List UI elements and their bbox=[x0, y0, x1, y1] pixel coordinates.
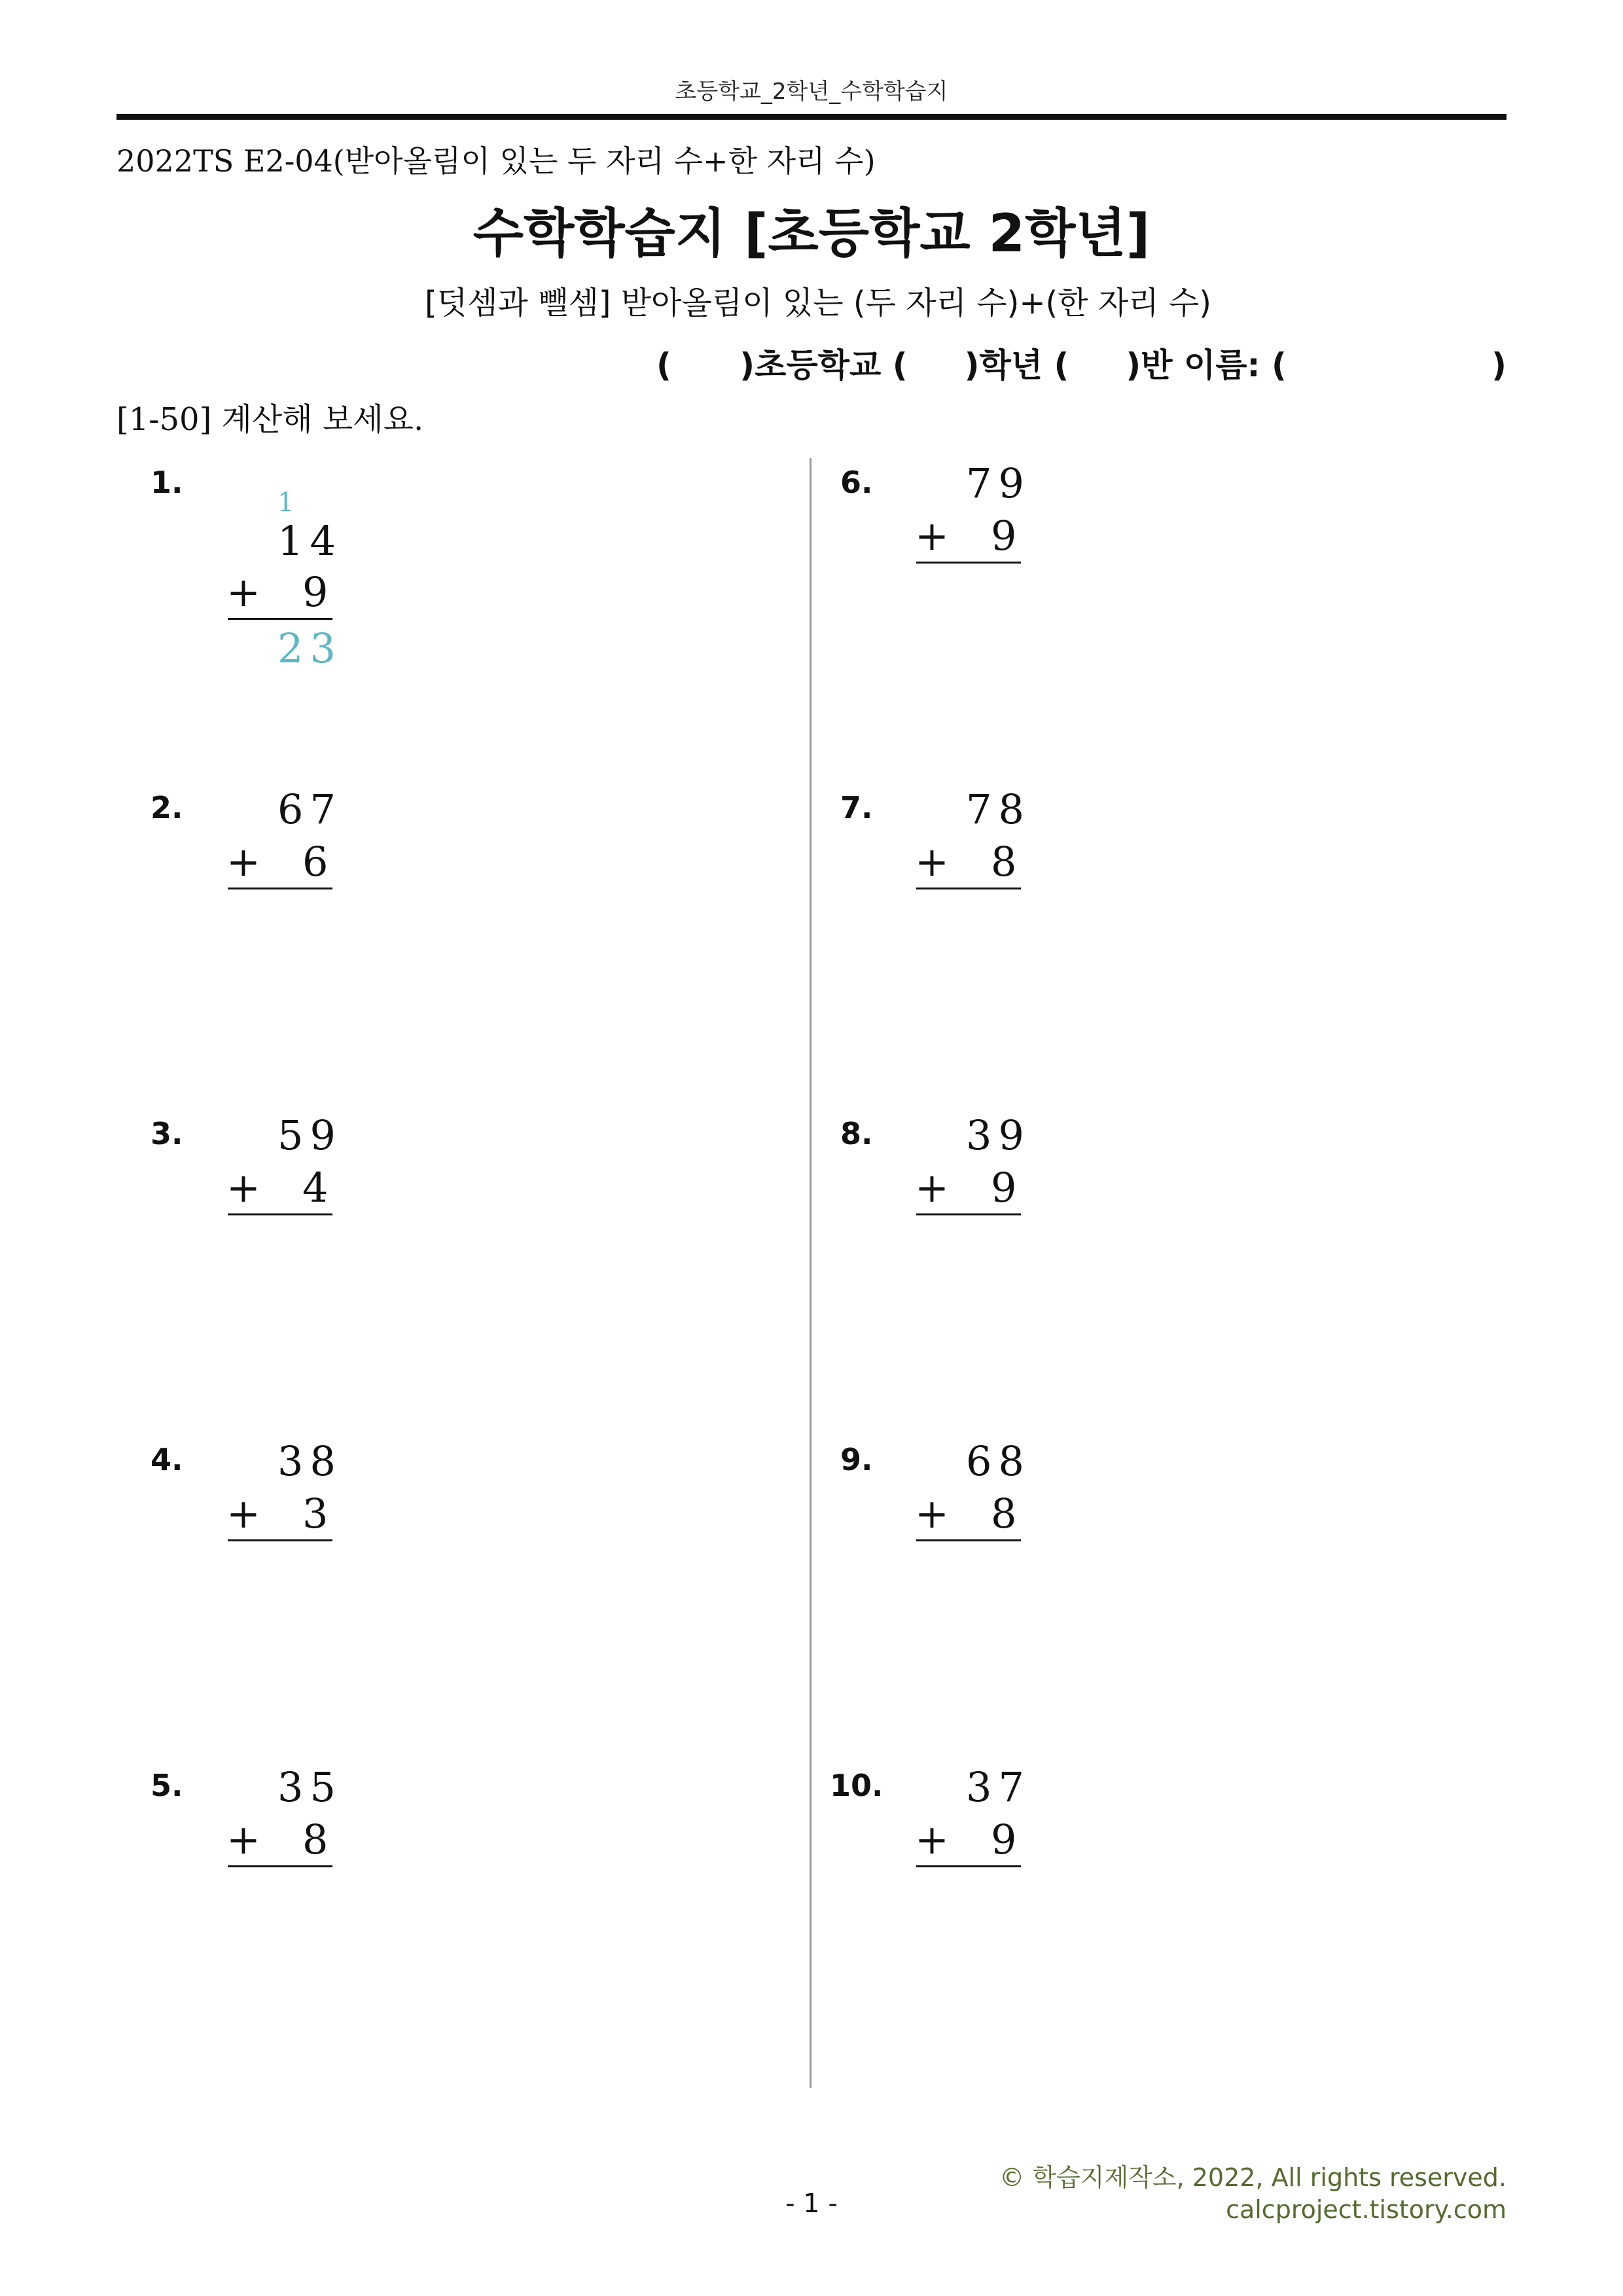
problem-bottom-number: 3 bbox=[302, 1490, 335, 1537]
plus-sign: + bbox=[915, 512, 949, 560]
sum-line bbox=[228, 1213, 332, 1215]
problem-top-number: 38 bbox=[277, 1437, 342, 1485]
column-divider bbox=[810, 458, 812, 2088]
problem-top-number: 37 bbox=[966, 1763, 1031, 1811]
plus-sign: + bbox=[226, 1816, 260, 1863]
plus-sign: + bbox=[226, 838, 260, 886]
sum-line bbox=[916, 1865, 1021, 1867]
plus-sign: + bbox=[915, 1816, 949, 1863]
page-subtitle: [덧셈과 뺄셈] 받아올림이 있는 (두 자리 수)+(한 자리 수) bbox=[424, 285, 1211, 321]
sum-line bbox=[916, 1213, 1021, 1215]
sum-line bbox=[228, 618, 332, 620]
instruction: [1-50] 계산해 보세요. bbox=[116, 401, 424, 438]
problem-number: 3. bbox=[151, 1116, 183, 1151]
problem-number: 2. bbox=[151, 790, 183, 825]
problem-number: 1. bbox=[151, 465, 183, 500]
problem-top-number: 68 bbox=[966, 1437, 1031, 1485]
plus-sign: + bbox=[915, 1164, 949, 1211]
problem-bottom-number: 4 bbox=[302, 1164, 335, 1211]
problem-bottom-number: 6 bbox=[302, 838, 335, 886]
plus-sign: + bbox=[226, 1490, 260, 1537]
problem-top-number: 67 bbox=[277, 785, 342, 833]
sum-line bbox=[916, 888, 1021, 889]
problem-number: 6. bbox=[840, 465, 873, 500]
problem-top-number: 59 bbox=[277, 1111, 342, 1159]
header-rule bbox=[116, 114, 1507, 120]
problem-number: 5. bbox=[151, 1768, 183, 1803]
answer: 23 bbox=[277, 624, 342, 672]
problem-number: 10. bbox=[830, 1768, 883, 1803]
carry-digit: 1 bbox=[277, 488, 294, 518]
problem-bottom-number: 8 bbox=[302, 1816, 335, 1863]
copyright-notice: © 학습지제작소, 2022, All rights reserved. bbox=[999, 2163, 1507, 2192]
sum-line bbox=[916, 1539, 1021, 1541]
plus-sign: + bbox=[226, 1164, 260, 1211]
plus-sign: + bbox=[915, 1490, 949, 1537]
sum-line bbox=[916, 562, 1021, 564]
sum-line bbox=[228, 1539, 332, 1541]
problem-top-number: 39 bbox=[966, 1111, 1031, 1159]
worksheet-code: 2022TS E2-04(받아올림이 있는 두 자리 수+한 자리 수) bbox=[116, 143, 876, 179]
problem-bottom-number: 9 bbox=[991, 512, 1024, 560]
problem-top-number: 14 bbox=[277, 517, 342, 565]
problem-number: 4. bbox=[151, 1442, 183, 1477]
page-number: - 1 - bbox=[785, 2189, 838, 2219]
running-header: 초등학교_2학년_수학학습지 bbox=[675, 79, 948, 105]
problem-top-number: 35 bbox=[277, 1763, 342, 1811]
footer-url[interactable]: calcproject.tistory.com bbox=[1226, 2195, 1507, 2224]
problem-bottom-number: 8 bbox=[991, 838, 1024, 886]
problem-top-number: 78 bbox=[966, 785, 1031, 833]
plus-sign: + bbox=[915, 838, 949, 886]
page-title: 수학학습지 [초등학교 2학년] bbox=[473, 203, 1150, 264]
plus-sign: + bbox=[226, 568, 260, 616]
problem-bottom-number: 9 bbox=[991, 1816, 1024, 1863]
problem-number: 8. bbox=[840, 1116, 873, 1151]
problem-top-number: 79 bbox=[966, 459, 1031, 507]
problem-bottom-number: 9 bbox=[302, 568, 335, 616]
sum-line bbox=[228, 1865, 332, 1867]
problem-number: 9. bbox=[840, 1442, 873, 1477]
student-info-line: ( )초등학교 ( )학년 ( )반 이름: ( ) bbox=[656, 346, 1507, 384]
problem-bottom-number: 9 bbox=[991, 1164, 1024, 1211]
sum-line bbox=[228, 888, 332, 889]
problem-number: 7. bbox=[840, 790, 873, 825]
problem-bottom-number: 8 bbox=[991, 1490, 1024, 1537]
